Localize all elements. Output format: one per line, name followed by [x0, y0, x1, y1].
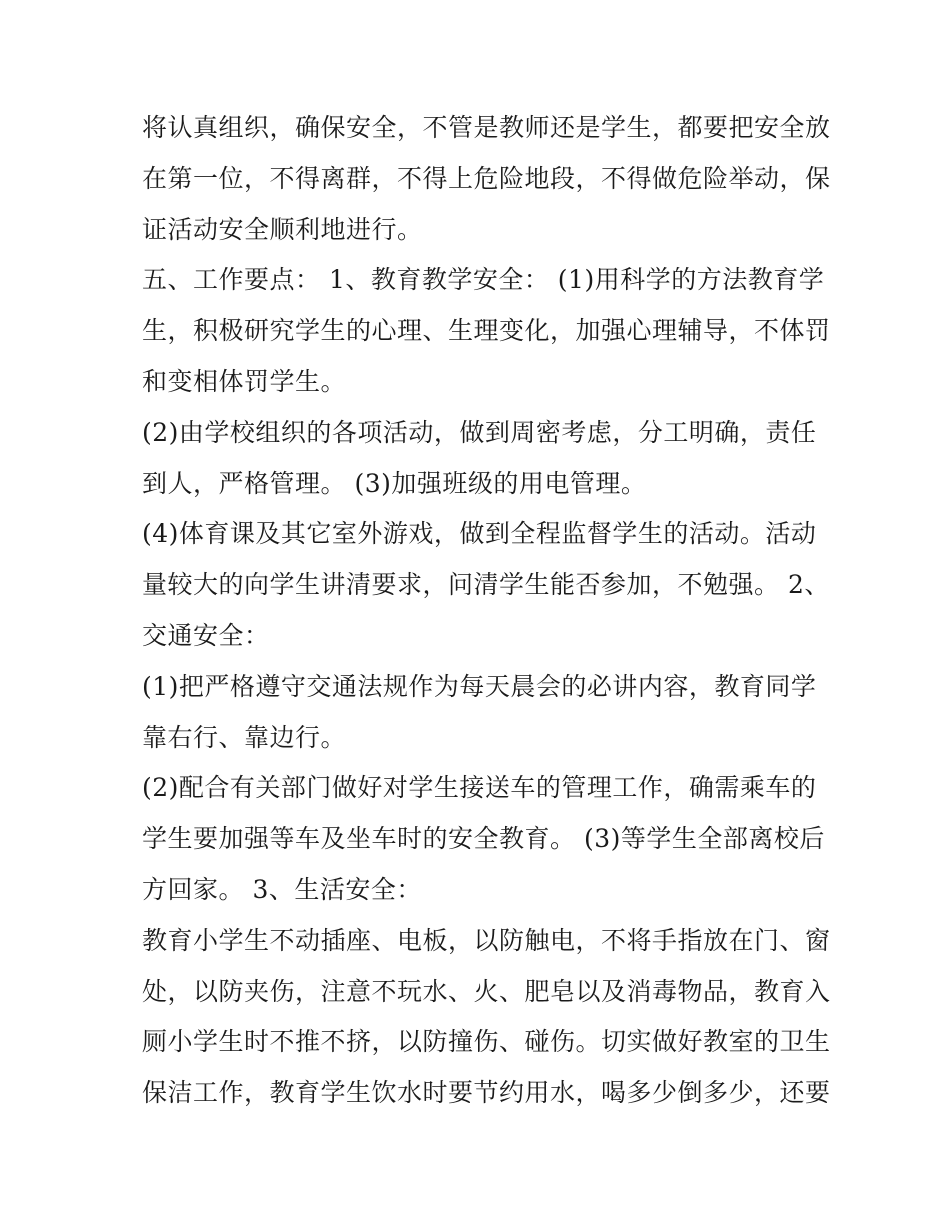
text-line: 和变相体罚学生。 [142, 366, 347, 396]
text-line: 将认真组织，确保安全，不管是教师还是学生，都要把安全放 [142, 113, 831, 142]
text-line: 靠右行、靠边行。 [142, 722, 347, 752]
text-line: 五、工作要点： 1、教育教学安全： (1)用科学的方法教育学 [142, 265, 825, 295]
text-line: 生，积极研究学生的心理、生理变化，加强心理辅导，不体罚 [142, 316, 831, 346]
text-line: (1)把严格遵守交通法规作为每天晨会的必讲内容，教育同学 [142, 671, 817, 701]
text-line: 到人，严格管理。 (3)加强班级的用电管理。 [142, 468, 647, 498]
text-line: (2)由学校组织的各项活动，做到周密考虑，分工明确，责任 [142, 417, 817, 447]
text-line: (4)体育课及其它室外游戏，做到全程监督学生的活动。活动 [142, 519, 817, 549]
text-line: 量较大的向学生讲清要求，问清学生能否参加，不勉强。 2、 [142, 570, 830, 600]
text-line: 学生要加强等车及坐车时的安全教育。 (3)等学生全部离校后 [142, 824, 825, 854]
text-line: 在第一位，不得离群，不得上危险地段，不得做危险举动，保 [142, 163, 831, 193]
text-line: 交通安全： [142, 620, 270, 650]
body-text [142, 103, 831, 1119]
text-line: 处，以防夹伤，注意不玩水、火、肥皂以及消毒物品，教育入 [142, 976, 831, 1006]
text-line: (2)配合有关部门做好对学生接送车的管理工作，确需乘车的 [142, 773, 817, 803]
text-line: 证活动安全顺利地进行。 [142, 214, 423, 244]
text-line: 保洁工作，教育学生饮水时要节约用水，喝多少倒多少，还要 [142, 1078, 831, 1108]
text-line: 厕小学生时不推不挤，以防撞伤、碰伤。切实做好教室的卫生 [142, 1027, 831, 1057]
text-line: 教育小学生不动插座、电板，以防触电，不将手指放在门、窗 [142, 925, 831, 955]
text-line: 方回家。 3、生活安全： [142, 874, 422, 904]
